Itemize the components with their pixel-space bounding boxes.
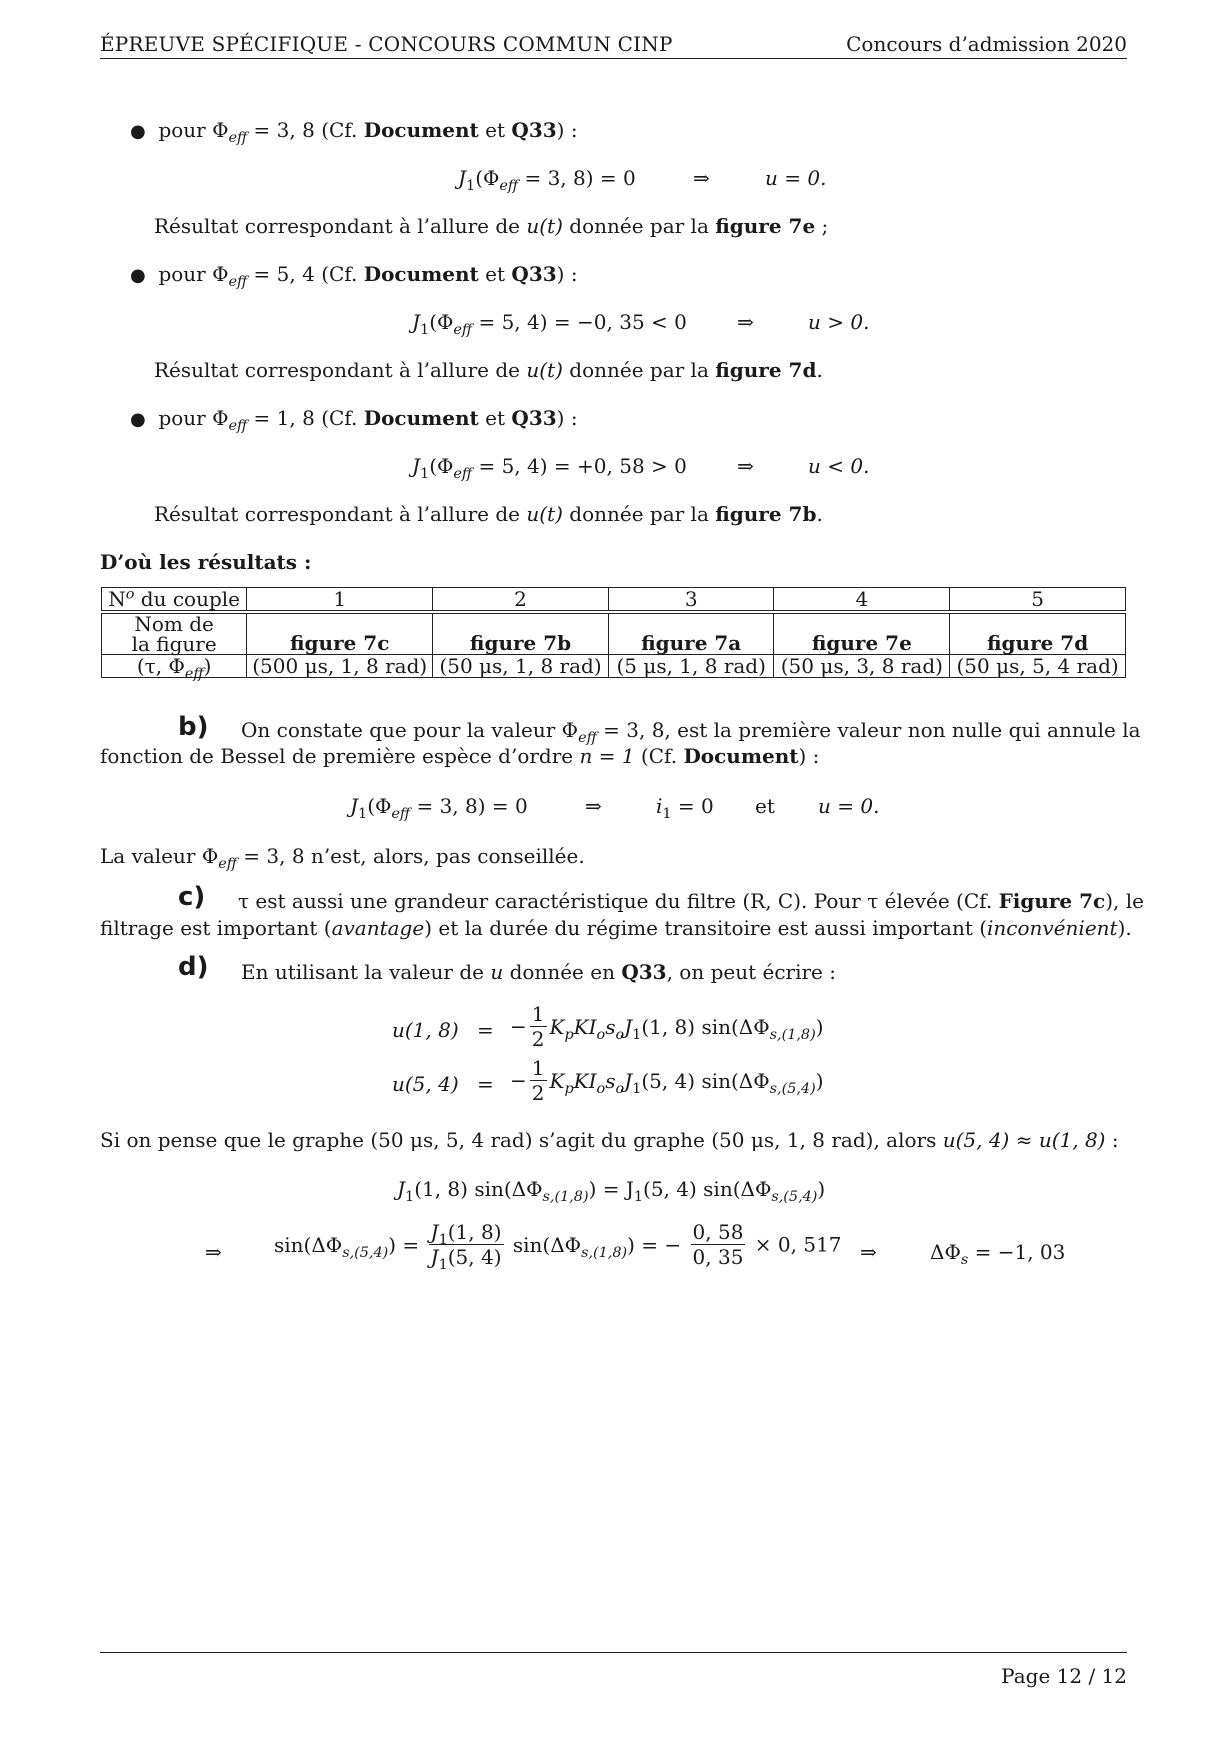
eq-part: (1, 8) sin(ΔΦ bbox=[414, 1177, 543, 1201]
doc-ref: Document bbox=[683, 744, 799, 768]
bullet-3-conclusion bbox=[154, 502, 823, 526]
eq-sub: eff bbox=[453, 466, 473, 482]
table-row-label bbox=[102, 654, 247, 682]
part-d-eq1-lhs bbox=[392, 1018, 459, 1042]
results-table bbox=[101, 586, 1126, 682]
eq-sub: s,(5,4) bbox=[769, 1080, 816, 1097]
eq-sub: s,(1,8) bbox=[769, 1026, 816, 1043]
frac-num bbox=[429, 1220, 504, 1248]
table-cell bbox=[433, 614, 609, 655]
text: donnée par la bbox=[562, 502, 716, 526]
figure-name: figure 7e bbox=[811, 631, 912, 655]
results-heading-text: D’où les résultats : bbox=[100, 550, 312, 574]
text: filtrage est important ( bbox=[100, 916, 332, 940]
eq-minus: − bbox=[510, 1068, 527, 1093]
eq-result: u > 0. bbox=[808, 310, 870, 334]
eq-sub: 1 bbox=[438, 1232, 448, 1248]
bullet-3-arrow: ⇒ bbox=[737, 454, 754, 478]
bullet-text: ) : bbox=[556, 262, 578, 286]
eq-part: ) bbox=[815, 1068, 824, 1093]
text: : bbox=[1105, 1128, 1119, 1152]
table-row-label bbox=[102, 614, 247, 655]
text: ) : bbox=[798, 744, 820, 768]
header-right-title: Concours d’admission 2020 bbox=[846, 32, 1127, 56]
figure-name: figure 7c bbox=[290, 631, 390, 655]
table-cell bbox=[950, 614, 1126, 655]
eq-part: J bbox=[458, 166, 467, 190]
eq-part: J bbox=[430, 1220, 439, 1244]
table-row-couples bbox=[102, 588, 1126, 611]
eq-part: J bbox=[624, 1014, 633, 1039]
bullet-1-intro bbox=[130, 118, 578, 146]
text-sub: eff bbox=[578, 730, 597, 746]
part-d-eq1-equals: = bbox=[477, 1018, 494, 1042]
frac-den: 0, 35 bbox=[692, 1245, 744, 1269]
part-c-line2 bbox=[100, 916, 1132, 940]
frac-num: 1 bbox=[531, 1002, 545, 1026]
bullet-1-equation bbox=[458, 166, 636, 194]
text: u bbox=[490, 960, 504, 984]
part-d-sentence bbox=[100, 1128, 1119, 1152]
eq-part: ) bbox=[815, 1014, 824, 1039]
bullet-1-arrow: ⇒ bbox=[693, 166, 710, 190]
label-text: ) bbox=[203, 654, 212, 678]
text: avantage bbox=[331, 916, 425, 940]
eq-part: KI bbox=[573, 1014, 597, 1039]
eq-part: K bbox=[549, 1068, 565, 1093]
text: Résultat correspondant à l’allure de bbox=[154, 358, 527, 382]
text: On constate que pour la valeur Φ bbox=[241, 718, 579, 742]
label-text: la figure bbox=[131, 632, 217, 656]
bullet-text: ) : bbox=[556, 406, 578, 430]
eq-sub: 1 bbox=[438, 1257, 448, 1273]
eq-part: J bbox=[397, 1177, 406, 1201]
eq-sub: o bbox=[615, 1080, 625, 1097]
text: u(t) bbox=[526, 214, 563, 238]
part-d-eq2-equals: = bbox=[477, 1072, 494, 1096]
label-sub: eff bbox=[184, 666, 204, 682]
eq-sub: 1 bbox=[420, 466, 430, 482]
text: ). bbox=[1117, 916, 1132, 940]
eq-part: = 3, 8) = 0 bbox=[518, 166, 636, 190]
label-text: N bbox=[108, 587, 126, 611]
final-arrow-2: ⇒ bbox=[860, 1240, 877, 1264]
part-b-line1 bbox=[241, 718, 1141, 746]
eq-part bbox=[512, 1232, 682, 1261]
part-d-eq2-rhs bbox=[510, 1056, 824, 1105]
part-d-eq3 bbox=[397, 1177, 826, 1205]
table-cell bbox=[608, 614, 774, 655]
frac-den bbox=[429, 1245, 504, 1273]
eq-part: (Φ bbox=[429, 454, 454, 478]
text: Résultat correspondant à l’allure de bbox=[154, 214, 527, 238]
eq-part: J bbox=[350, 794, 359, 818]
label-text: (τ, Φ bbox=[136, 654, 185, 678]
bullet-2-intro bbox=[130, 262, 578, 290]
bullet-3-intro bbox=[130, 406, 578, 434]
frac-den: 2 bbox=[531, 1081, 545, 1105]
table-cell: (5 μs, 1, 8 rad) bbox=[608, 655, 774, 678]
text: donnée en bbox=[503, 960, 622, 984]
bullet-text: ) : bbox=[556, 118, 578, 142]
table-cell: 2 bbox=[433, 588, 609, 611]
text: En utilisant la valeur de bbox=[241, 960, 491, 984]
part-d-eq1-rhs bbox=[510, 1002, 824, 1051]
eq-part: ) = − bbox=[627, 1232, 682, 1257]
text: n = 1 bbox=[579, 744, 635, 768]
eq-part: J bbox=[624, 1068, 633, 1093]
part-d-letter bbox=[178, 952, 209, 982]
text: = 3, 8, est la première valeur non nulle qui annule la bbox=[596, 718, 1141, 742]
eq-sub: s,(1,8) bbox=[542, 1189, 589, 1205]
bullet-doc: Document bbox=[363, 118, 479, 142]
bullet-1-conclusion bbox=[154, 214, 828, 238]
bullet-marker: ● bbox=[130, 121, 146, 142]
eq-part: (5, 4) bbox=[447, 1245, 502, 1269]
bullet-text: et bbox=[478, 262, 512, 286]
figure-ref: figure 7e bbox=[715, 214, 816, 238]
eq-part: ) bbox=[817, 1177, 826, 1201]
table-cell: 5 bbox=[950, 588, 1126, 611]
text: τ est aussi une grandeur caractéristique du filtre (R, C). Pour τ élevée (Cf. bbox=[238, 889, 999, 913]
table-cell: (500 μs, 1, 8 rad) bbox=[247, 655, 433, 678]
half-fraction bbox=[530, 1056, 547, 1105]
bullet-sub: eff bbox=[228, 130, 248, 146]
eq-sub: s bbox=[960, 1252, 969, 1268]
text: Résultat correspondant à l’allure de bbox=[154, 502, 527, 526]
figure-name: figure 7a bbox=[641, 631, 742, 655]
bessel-ratio bbox=[429, 1220, 504, 1273]
eq-part: u(1, 8) bbox=[392, 1018, 459, 1042]
eq-sub: eff bbox=[391, 806, 411, 822]
text: donnée par la bbox=[562, 358, 716, 382]
bullet-text: = 3, 8 (Cf. bbox=[247, 118, 364, 142]
label-sup: o bbox=[125, 586, 135, 603]
table-cell: (50 μs, 5, 4 rad) bbox=[950, 655, 1126, 678]
eq-sub: 1 bbox=[466, 178, 476, 194]
final-equation bbox=[274, 1220, 842, 1273]
eq-sub: 1 bbox=[662, 806, 672, 822]
text: . bbox=[816, 502, 823, 526]
eq-part: (5, 4) sin(ΔΦ bbox=[643, 1177, 772, 1201]
numeric-ratio bbox=[691, 1220, 746, 1269]
part-b-equation bbox=[350, 794, 528, 822]
eq-part: (5, 4) sin(ΔΦ bbox=[641, 1068, 770, 1093]
label-text: Nom de bbox=[134, 612, 214, 636]
figure-name: figure 7b bbox=[469, 631, 572, 655]
eq-part: s bbox=[605, 1014, 616, 1039]
eq-part: (Φ bbox=[429, 310, 454, 334]
eq-part: i bbox=[656, 794, 663, 818]
eq-sub: 1 bbox=[632, 1026, 642, 1043]
bullet-text: et bbox=[478, 406, 512, 430]
eq-sub: p bbox=[564, 1026, 574, 1043]
eq-part: ) = bbox=[388, 1232, 420, 1257]
eq-result: u < 0. bbox=[808, 454, 870, 478]
eq-sub: o bbox=[615, 1026, 625, 1043]
eq-sub: 1 bbox=[405, 1189, 415, 1205]
table-cell: 3 bbox=[608, 588, 774, 611]
table-cell: (50 μs, 1, 8 rad) bbox=[433, 655, 609, 678]
page-number: Page 12 / 12 bbox=[1001, 1664, 1127, 1688]
bullet-q: Q33 bbox=[511, 262, 557, 286]
part-c-line1 bbox=[238, 889, 1144, 913]
eq-part: = 0 bbox=[671, 794, 714, 818]
text: fonction de Bessel de première espèce d’ordre bbox=[100, 744, 580, 768]
eq-sub: eff bbox=[499, 178, 519, 194]
bullet-2-arrow: ⇒ bbox=[737, 310, 754, 334]
eq-part bbox=[274, 1232, 420, 1261]
eq-part: KI bbox=[573, 1068, 597, 1093]
part-d-line1 bbox=[241, 960, 836, 984]
table-cell: (50 μs, 3, 8 rad) bbox=[774, 655, 950, 678]
eq-sub: eff bbox=[453, 322, 473, 338]
text: u(t) bbox=[526, 502, 563, 526]
bullet-sub: eff bbox=[228, 274, 248, 290]
table-row-label bbox=[102, 588, 247, 611]
figure-ref: figure 7d bbox=[715, 358, 817, 382]
header-rule bbox=[100, 58, 1127, 59]
part-b-letter bbox=[178, 712, 209, 742]
text: u(t) bbox=[526, 358, 563, 382]
eq-part: × 0, 517 bbox=[754, 1232, 842, 1257]
text: La valeur Φ bbox=[100, 844, 219, 868]
part-letter: c) bbox=[178, 882, 206, 912]
bullet-marker: ● bbox=[130, 409, 146, 430]
table-row-figures bbox=[102, 614, 1126, 655]
bullet-sub: eff bbox=[228, 418, 248, 434]
part-b-arrow: ⇒ bbox=[585, 794, 602, 818]
text: ), le bbox=[1105, 889, 1144, 913]
final-arrow-1: ⇒ bbox=[205, 1240, 222, 1264]
label-text: du couple bbox=[134, 587, 240, 611]
results-heading bbox=[100, 550, 311, 574]
text: (Cf. bbox=[634, 744, 684, 768]
bullet-1-result bbox=[765, 166, 826, 190]
bullet-text: = 5, 4 (Cf. bbox=[247, 262, 364, 286]
eq-part: = 3, 8) = 0 bbox=[410, 794, 528, 818]
text: Si on pense que le graphe (50 μs, 5, 4 rad) s’agit du graphe (50 μs, 1, 8 rad), alors bbox=[100, 1128, 943, 1152]
bullet-text: pour Φ bbox=[158, 262, 229, 286]
part-b-et: et bbox=[755, 794, 775, 818]
eq-part: J bbox=[412, 310, 421, 334]
frac-num: 0, 58 bbox=[692, 1220, 744, 1244]
bullet-text: = 1, 8 (Cf. bbox=[247, 406, 364, 430]
footer-rule bbox=[100, 1652, 1127, 1653]
bullet-2-equation bbox=[412, 310, 687, 338]
eq-part: (Φ bbox=[367, 794, 392, 818]
frac-num: 1 bbox=[531, 1056, 545, 1080]
eq-part: u = 0. bbox=[818, 794, 880, 818]
text: ) et la durée du régime transitoire est aussi important ( bbox=[424, 916, 988, 940]
final-result bbox=[930, 1240, 1066, 1268]
eq-minus: − bbox=[510, 1014, 527, 1039]
half-fraction bbox=[530, 1002, 547, 1051]
bullet-3-equation bbox=[412, 454, 687, 482]
text: = 3, 8 n’est, alors, pas conseillée. bbox=[236, 844, 585, 868]
eq-part: J bbox=[430, 1245, 439, 1269]
bullet-text: pour Φ bbox=[158, 118, 229, 142]
table-cell: 4 bbox=[774, 588, 950, 611]
eq-sub: 1 bbox=[358, 806, 368, 822]
eq-body bbox=[549, 1014, 824, 1043]
eq-part: (1, 8) sin(ΔΦ bbox=[641, 1014, 770, 1039]
eq-part: = 5, 4) = −0, 35 < 0 bbox=[472, 310, 687, 334]
text-sub: eff bbox=[218, 856, 237, 872]
text: inconvénient bbox=[987, 916, 1118, 940]
eq-sub: p bbox=[564, 1080, 574, 1097]
eq-sub: 1 bbox=[633, 1189, 644, 1205]
part-d-eq2-lhs bbox=[392, 1072, 459, 1096]
eq-body bbox=[549, 1068, 824, 1097]
figure-ref: figure 7b bbox=[715, 502, 817, 526]
text: , on peut écrire : bbox=[666, 960, 836, 984]
eq-sub: s,(5,4) bbox=[771, 1189, 818, 1205]
eq-part: = −1, 03 bbox=[968, 1240, 1066, 1264]
eq-part: ΔΦ bbox=[930, 1240, 961, 1264]
eq-part: u(5, 4) bbox=[392, 1072, 459, 1096]
table-cell: 1 bbox=[247, 588, 433, 611]
q-ref: Q33 bbox=[621, 960, 667, 984]
bullet-doc: Document bbox=[363, 262, 479, 286]
bullet-marker: ● bbox=[130, 265, 146, 286]
part-letter: b) bbox=[178, 712, 209, 742]
frac-den: 2 bbox=[531, 1027, 545, 1051]
eq-result: u = 0. bbox=[765, 166, 827, 190]
text: donnée par la bbox=[562, 214, 716, 238]
part-b-line2 bbox=[100, 744, 819, 768]
eq-part: K bbox=[549, 1014, 565, 1039]
eq-part: sin(ΔΦ bbox=[512, 1232, 582, 1257]
bullet-text: pour Φ bbox=[158, 406, 229, 430]
part-letter: d) bbox=[178, 952, 209, 982]
part-c-letter bbox=[178, 882, 205, 912]
figure-ref: Figure 7c bbox=[998, 889, 1106, 913]
bullet-text: et bbox=[478, 118, 512, 142]
header-left-title: ÉPREUVE SPÉCIFIQUE - CONCOURS COMMUN CINP bbox=[100, 32, 673, 56]
eq-part: s bbox=[605, 1068, 616, 1093]
bullet-doc: Document bbox=[363, 406, 479, 430]
table-cell bbox=[247, 614, 433, 655]
text: ; bbox=[815, 214, 829, 238]
eq-sub: o bbox=[596, 1080, 606, 1097]
bullet-3-result bbox=[808, 454, 869, 478]
eq-sub: o bbox=[596, 1026, 606, 1043]
eq-sub: s,(5,4) bbox=[342, 1244, 389, 1261]
eq-part: J bbox=[412, 454, 421, 478]
text: u(5, 4) ≈ u(1, 8) bbox=[942, 1128, 1106, 1152]
table-row-params bbox=[102, 655, 1126, 678]
eq-part: (1, 8) bbox=[447, 1220, 502, 1244]
eq-part: sin(ΔΦ bbox=[274, 1232, 343, 1257]
part-b-eq2 bbox=[656, 794, 714, 822]
bullet-2-conclusion bbox=[154, 358, 823, 382]
figure-name: figure 7d bbox=[987, 631, 1089, 655]
bullet-q: Q33 bbox=[511, 118, 557, 142]
part-b-eq3 bbox=[818, 794, 879, 818]
bullet-2-result bbox=[808, 310, 869, 334]
eq-part: ) = J bbox=[588, 1177, 634, 1201]
eq-part: (Φ bbox=[475, 166, 500, 190]
eq-sub: s,(1,8) bbox=[581, 1244, 628, 1261]
eq-part: = 5, 4) = +0, 58 > 0 bbox=[472, 454, 687, 478]
table-cell bbox=[774, 614, 950, 655]
text: . bbox=[816, 358, 823, 382]
bullet-q: Q33 bbox=[511, 406, 557, 430]
part-b-conclusion bbox=[100, 844, 585, 872]
eq-sub: 1 bbox=[420, 322, 430, 338]
eq-sub: 1 bbox=[632, 1080, 642, 1097]
